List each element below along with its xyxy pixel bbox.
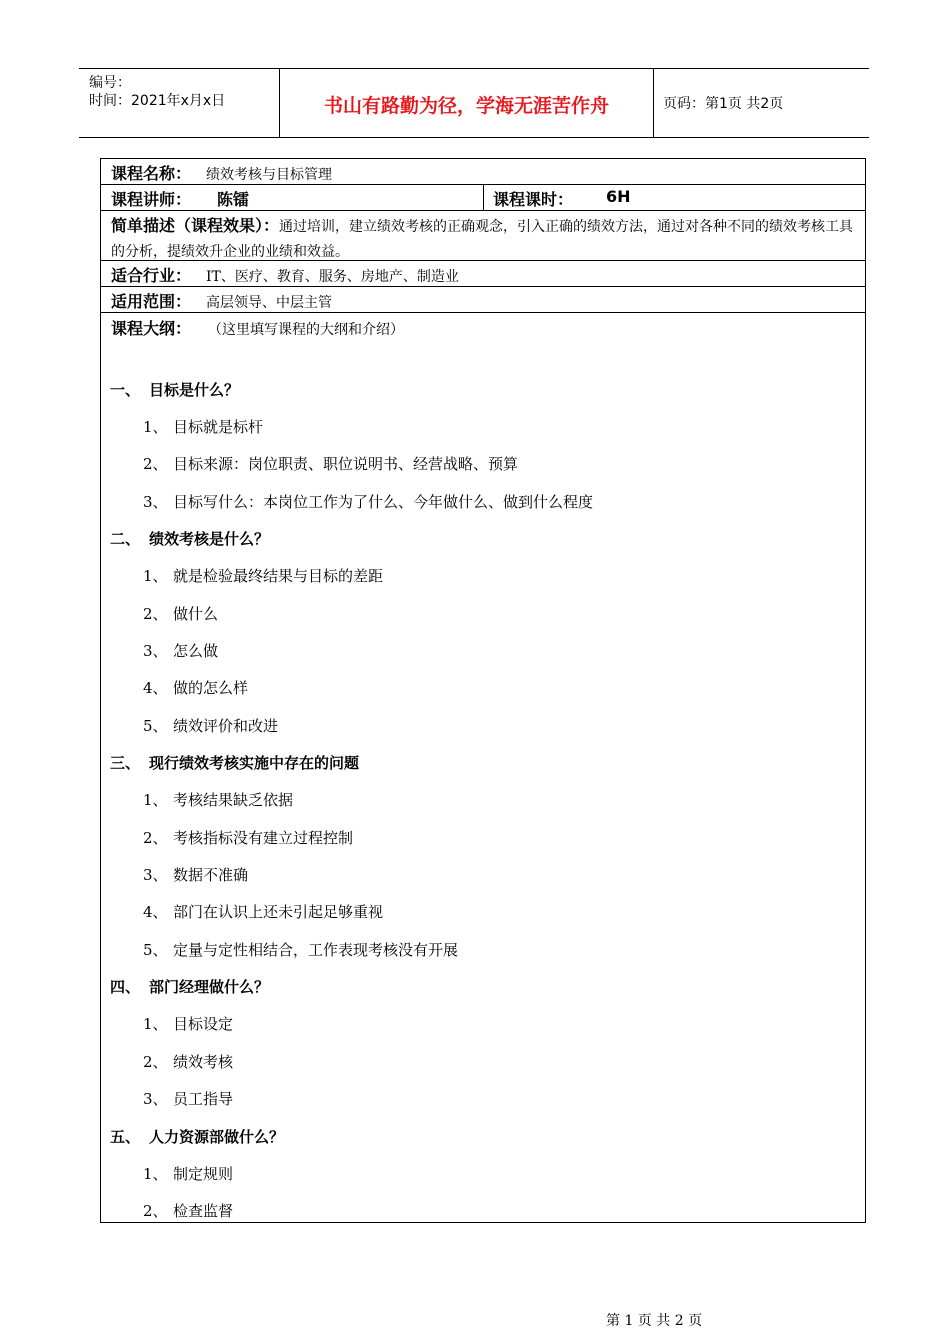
item-number: 2、 [143,829,168,847]
section-number: 一、 [110,381,141,399]
document-date: 时间：2021年x月x日 [89,93,226,109]
outline-item [143,491,593,512]
outline-section [110,379,239,400]
item-text: 定量与定性相结合，工作表现考核没有开展 [173,941,459,959]
item-text: 部门在认识上还未引起足够重视 [173,903,384,921]
section-number: 三、 [110,754,141,772]
item-number: 3、 [143,493,168,511]
header-motto-cell [279,69,654,137]
industry-row [101,261,865,287]
section-number: 五、 [110,1128,141,1146]
course-lecturer-row [101,185,865,211]
outline-label: 课程大纲： [111,319,192,338]
item-text: 目标就是标杆 [173,418,264,436]
section-title: 部门经理做什么？ [149,978,270,996]
item-number: 2、 [143,455,168,473]
outline-item [143,789,293,810]
course-hours-label: 课程课时： [493,190,574,209]
outline-item [143,603,218,624]
item-text: 目标来源：岗位职责、职位说明书、经营战略、预算 [173,455,519,473]
course-name-row [101,159,865,185]
item-number: 3、 [143,642,168,660]
row-divider [483,185,484,210]
course-description [111,214,859,264]
outline-item [143,565,383,586]
section-title: 现行绩效考核实施中存在的问题 [149,754,360,772]
item-number: 1、 [143,1015,168,1033]
outline-section [110,1126,284,1147]
item-number: 2、 [143,605,168,623]
item-text: 员工指导 [173,1090,234,1108]
item-number: 1、 [143,567,168,585]
item-number: 1、 [143,418,168,436]
outline-item [143,1088,233,1109]
industry-value: IT、医疗、教育、服务、房地产、制造业 [206,269,459,285]
item-number: 2、 [143,1202,168,1220]
outline-section [110,528,269,549]
outline-item [143,864,248,885]
item-number: 3、 [143,1090,168,1108]
scope-row [101,287,865,313]
page-header [79,68,869,138]
course-name-value: 绩效考核与目标管理 [206,167,332,183]
header-info [79,69,279,137]
outline-item [143,1163,233,1184]
outline-item [143,416,263,437]
description-label: 简单描述（课程效果）： [111,216,280,235]
item-text: 怎么做 [173,642,219,660]
item-text: 考核结果缺乏依据 [173,791,294,809]
section-number: 四、 [110,978,141,996]
document-number-label: 编号： [89,75,131,91]
item-text: 数据不准确 [173,866,249,884]
item-text: 目标设定 [173,1015,234,1033]
outline-item [143,1200,233,1221]
scope-label: 适用范围： [111,292,192,311]
outline-item [143,827,353,848]
course-name-label: 课程名称： [111,164,192,183]
item-text: 考核指标没有建立过程控制 [173,829,354,847]
item-number: 5、 [143,941,168,959]
course-outline [101,313,865,1222]
item-number: 4、 [143,903,168,921]
item-text: 制定规则 [173,1165,234,1183]
description-value: 通过培训，建立绩效考核的正确观念，引入正确的绩效方法，通过对各种不同的绩效考核工具的分析，提绩效升企业的业绩和效益。 [111,219,854,260]
outline-item [143,901,383,922]
outline-section [110,976,269,997]
industry-label: 适合行业： [111,266,192,285]
lecturer-value: 陈镭 [217,190,250,209]
outline-item [143,1013,233,1034]
section-number: 二、 [110,530,141,548]
outline-item [143,715,278,736]
item-text: 做的怎么样 [173,679,249,697]
item-number: 3、 [143,866,168,884]
header-motto: 书山有路勤为径，学海无涯苦作舟 [323,95,609,117]
page-footer: 第 1 页 共 2 页 [606,1313,703,1329]
lecturer-label: 课程讲师： [111,190,192,209]
item-text: 做什么 [173,605,219,623]
course-table [100,158,866,1223]
item-number: 4、 [143,679,168,697]
outline-item [143,453,518,474]
outline-item [143,640,218,661]
item-number: 1、 [143,1165,168,1183]
item-text: 绩效考核 [173,1053,234,1071]
scope-value: 高层领导、中层主管 [206,295,332,311]
outline-item [143,677,248,698]
section-title: 人力资源部做什么？ [149,1128,285,1146]
outline-note: （这里填写课程的大纲和介绍） [208,322,404,338]
item-number: 1、 [143,791,168,809]
item-text: 检查监督 [173,1202,234,1220]
outline-section [110,752,359,773]
item-text: 就是检验最终结果与目标的差距 [173,567,384,585]
item-number: 2、 [143,1053,168,1071]
item-text: 目标写什么：本岗位工作为了什么、今年做什么、做到什么程度 [173,493,594,511]
course-hours-value: 6H [606,187,631,206]
section-title: 目标是什么？ [149,381,240,399]
outline-item [143,939,458,960]
section-title: 绩效考核是什么？ [149,530,270,548]
item-number: 5、 [143,717,168,735]
course-description-row [101,211,865,261]
header-page-info: 页码：第1页 共2页 [663,96,784,112]
item-text: 绩效评价和改进 [173,717,279,735]
outline-item [143,1051,233,1072]
